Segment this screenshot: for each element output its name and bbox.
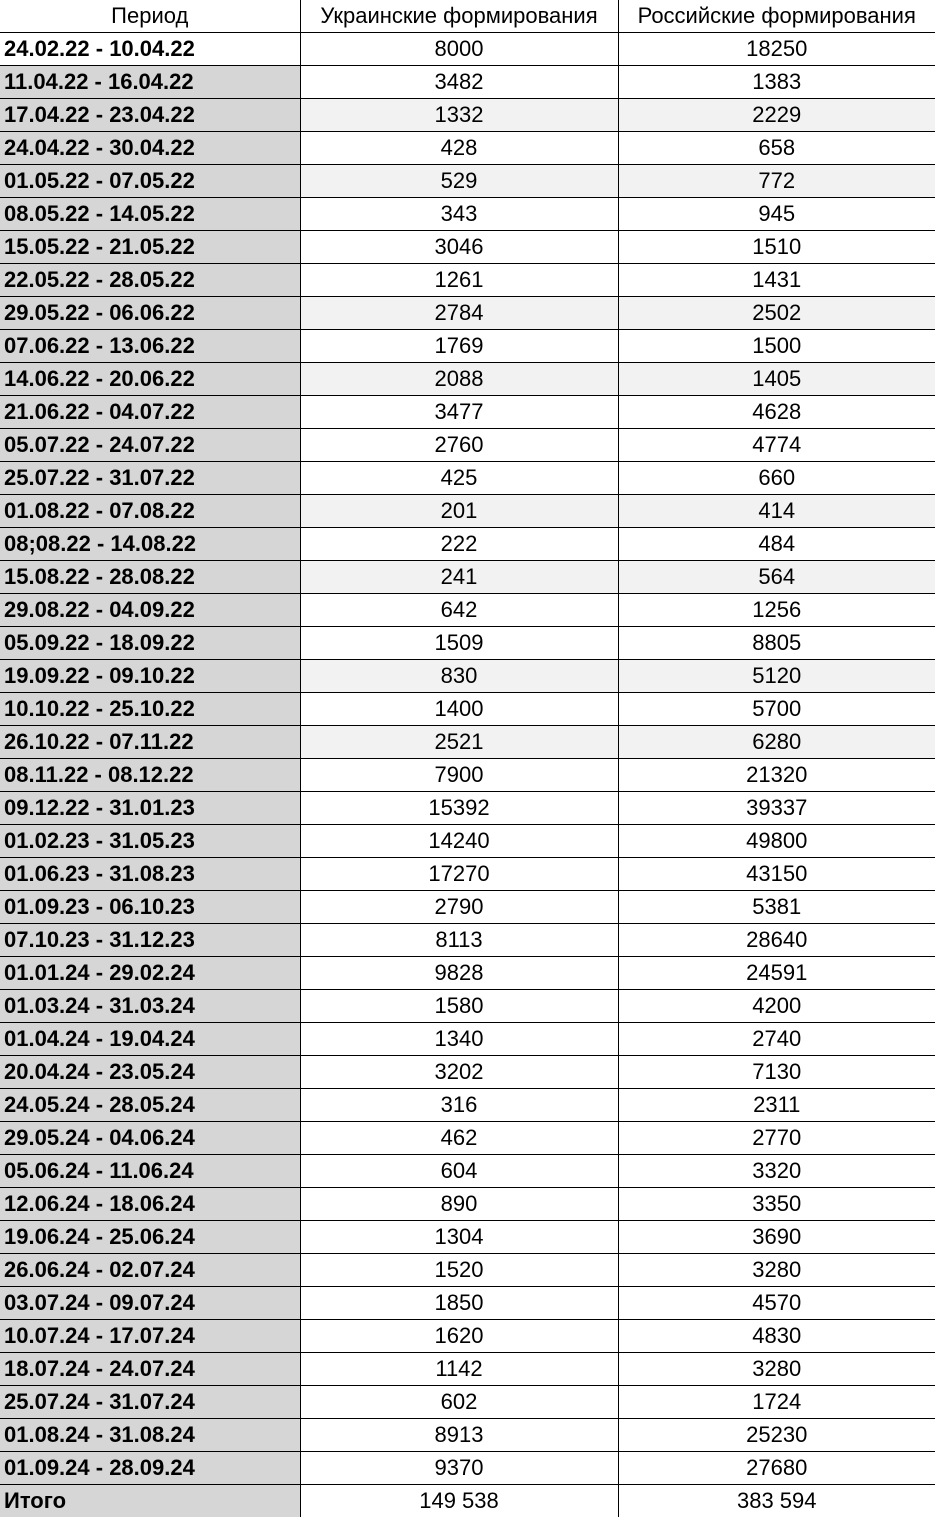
russian-cell[interactable]: 2740 bbox=[618, 1023, 935, 1056]
russian-cell[interactable]: 43150 bbox=[618, 858, 935, 891]
russian-cell[interactable]: 1256 bbox=[618, 594, 935, 627]
table-row bbox=[0, 528, 935, 561]
table-row bbox=[0, 396, 935, 429]
period-cell[interactable]: 17.04.22 - 23.04.22 bbox=[0, 99, 300, 132]
russian-cell[interactable]: 2770 bbox=[618, 1122, 935, 1155]
ukrainian-cell[interactable]: 1580 bbox=[300, 990, 618, 1023]
table-row bbox=[0, 495, 935, 528]
header-row bbox=[0, 0, 935, 33]
ukrainian-cell[interactable]: 1520 bbox=[300, 1254, 618, 1287]
table-row bbox=[0, 198, 935, 231]
table-row bbox=[0, 363, 935, 396]
table-row bbox=[0, 231, 935, 264]
period-cell[interactable]: 01.08.24 - 31.08.24 bbox=[0, 1419, 300, 1452]
total-row bbox=[0, 1485, 935, 1518]
total-russian[interactable]: 383 594 bbox=[618, 1485, 935, 1518]
table-row bbox=[0, 627, 935, 660]
russian-cell[interactable]: 1383 bbox=[618, 66, 935, 99]
period-cell[interactable]: 05.06.24 - 11.06.24 bbox=[0, 1155, 300, 1188]
total-label[interactable]: Итого bbox=[0, 1485, 300, 1518]
table-row bbox=[0, 594, 935, 627]
table-footer bbox=[0, 1485, 935, 1518]
table-row bbox=[0, 1089, 935, 1122]
table-row bbox=[0, 660, 935, 693]
russian-cell[interactable]: 4200 bbox=[618, 990, 935, 1023]
period-cell[interactable]: 15.05.22 - 21.05.22 bbox=[0, 231, 300, 264]
table-row bbox=[0, 462, 935, 495]
table-body bbox=[0, 33, 935, 1485]
ukrainian-cell[interactable]: 222 bbox=[300, 528, 618, 561]
table-row bbox=[0, 792, 935, 825]
period-cell[interactable]: 05.07.22 - 24.07.22 bbox=[0, 429, 300, 462]
ukrainian-cell[interactable]: 201 bbox=[300, 495, 618, 528]
table-row bbox=[0, 1221, 935, 1254]
period-cell[interactable]: 19.09.22 - 09.10.22 bbox=[0, 660, 300, 693]
period-cell[interactable]: 07.10.23 - 31.12.23 bbox=[0, 924, 300, 957]
russian-cell[interactable]: 6280 bbox=[618, 726, 935, 759]
period-cell[interactable]: 08.05.22 - 14.05.22 bbox=[0, 198, 300, 231]
russian-cell[interactable]: 4774 bbox=[618, 429, 935, 462]
period-cell[interactable]: 01.06.23 - 31.08.23 bbox=[0, 858, 300, 891]
russian-cell[interactable]: 5120 bbox=[618, 660, 935, 693]
russian-cell[interactable]: 8805 bbox=[618, 627, 935, 660]
ukrainian-cell[interactable]: 462 bbox=[300, 1122, 618, 1155]
table-row bbox=[0, 1287, 935, 1320]
russian-cell[interactable]: 1510 bbox=[618, 231, 935, 264]
russian-cell[interactable]: 3320 bbox=[618, 1155, 935, 1188]
ukrainian-cell[interactable]: 2088 bbox=[300, 363, 618, 396]
table-row bbox=[0, 1188, 935, 1221]
ukrainian-cell[interactable]: 8000 bbox=[300, 33, 618, 66]
ukrainian-cell[interactable]: 428 bbox=[300, 132, 618, 165]
table-row bbox=[0, 1122, 935, 1155]
table-row bbox=[0, 891, 935, 924]
ukrainian-cell[interactable]: 9370 bbox=[300, 1452, 618, 1485]
ukrainian-cell[interactable]: 17270 bbox=[300, 858, 618, 891]
ukrainian-cell[interactable]: 8113 bbox=[300, 924, 618, 957]
period-cell[interactable]: 22.05.22 - 28.05.22 bbox=[0, 264, 300, 297]
period-cell[interactable]: 10.07.24 - 17.07.24 bbox=[0, 1320, 300, 1353]
ukrainian-cell[interactable]: 3477 bbox=[300, 396, 618, 429]
table-row bbox=[0, 132, 935, 165]
ukrainian-cell[interactable]: 529 bbox=[300, 165, 618, 198]
ukrainian-cell[interactable]: 2760 bbox=[300, 429, 618, 462]
russian-cell[interactable]: 2311 bbox=[618, 1089, 935, 1122]
ukrainian-cell[interactable]: 1142 bbox=[300, 1353, 618, 1386]
ukrainian-cell[interactable]: 241 bbox=[300, 561, 618, 594]
ukrainian-cell[interactable]: 7900 bbox=[300, 759, 618, 792]
table-row bbox=[0, 561, 935, 594]
russian-cell[interactable]: 1431 bbox=[618, 264, 935, 297]
russian-cell[interactable]: 21320 bbox=[618, 759, 935, 792]
ukrainian-cell[interactable]: 8913 bbox=[300, 1419, 618, 1452]
table-row bbox=[0, 330, 935, 363]
table-row bbox=[0, 1023, 935, 1056]
russian-cell[interactable]: 4830 bbox=[618, 1320, 935, 1353]
table-row bbox=[0, 759, 935, 792]
russian-cell[interactable]: 7130 bbox=[618, 1056, 935, 1089]
russian-cell[interactable]: 5700 bbox=[618, 693, 935, 726]
table-row bbox=[0, 165, 935, 198]
russian-cell[interactable]: 3350 bbox=[618, 1188, 935, 1221]
russian-cell[interactable]: 658 bbox=[618, 132, 935, 165]
table-row bbox=[0, 858, 935, 891]
table-row bbox=[0, 66, 935, 99]
ukrainian-cell[interactable]: 9828 bbox=[300, 957, 618, 990]
ukrainian-cell[interactable]: 343 bbox=[300, 198, 618, 231]
ukrainian-cell[interactable]: 830 bbox=[300, 660, 618, 693]
russian-cell[interactable]: 4570 bbox=[618, 1287, 935, 1320]
table-row bbox=[0, 924, 935, 957]
period-cell[interactable]: 08.11.22 - 08.12.22 bbox=[0, 759, 300, 792]
russian-cell[interactable]: 28640 bbox=[618, 924, 935, 957]
period-cell[interactable]: 19.06.24 - 25.06.24 bbox=[0, 1221, 300, 1254]
ukrainian-cell[interactable]: 3482 bbox=[300, 66, 618, 99]
period-cell[interactable]: 29.05.22 - 06.06.22 bbox=[0, 297, 300, 330]
russian-cell[interactable]: 2229 bbox=[618, 99, 935, 132]
period-cell[interactable]: 05.09.22 - 18.09.22 bbox=[0, 627, 300, 660]
table-row bbox=[0, 297, 935, 330]
column-header-period[interactable]: Период bbox=[0, 0, 300, 33]
russian-cell[interactable]: 39337 bbox=[618, 792, 935, 825]
russian-cell[interactable]: 1405 bbox=[618, 363, 935, 396]
ukrainian-cell[interactable]: 2790 bbox=[300, 891, 618, 924]
period-cell[interactable]: 01.09.24 - 28.09.24 bbox=[0, 1452, 300, 1485]
table-row bbox=[0, 1452, 935, 1485]
period-cell[interactable]: 21.06.22 - 04.07.22 bbox=[0, 396, 300, 429]
ukrainian-cell[interactable]: 1850 bbox=[300, 1287, 618, 1320]
period-cell[interactable]: 11.04.22 - 16.04.22 bbox=[0, 66, 300, 99]
russian-cell[interactable]: 49800 bbox=[618, 825, 935, 858]
russian-cell[interactable]: 5381 bbox=[618, 891, 935, 924]
russian-cell[interactable]: 484 bbox=[618, 528, 935, 561]
ukrainian-cell[interactable]: 1304 bbox=[300, 1221, 618, 1254]
period-cell[interactable]: 25.07.24 - 31.07.24 bbox=[0, 1386, 300, 1419]
ukrainian-cell[interactable]: 602 bbox=[300, 1386, 618, 1419]
russian-cell[interactable]: 3280 bbox=[618, 1254, 935, 1287]
ukrainian-cell[interactable]: 604 bbox=[300, 1155, 618, 1188]
period-cell[interactable]: 18.07.24 - 24.07.24 bbox=[0, 1353, 300, 1386]
period-cell[interactable]: 25.07.22 - 31.07.22 bbox=[0, 462, 300, 495]
ukrainian-cell[interactable]: 14240 bbox=[300, 825, 618, 858]
period-cell[interactable]: 08;08.22 - 14.08.22 bbox=[0, 528, 300, 561]
period-cell[interactable]: 24.04.22 - 30.04.22 bbox=[0, 132, 300, 165]
period-cell[interactable]: 15.08.22 - 28.08.22 bbox=[0, 561, 300, 594]
ukrainian-cell[interactable]: 1332 bbox=[300, 99, 618, 132]
period-cell[interactable]: 10.10.22 - 25.10.22 bbox=[0, 693, 300, 726]
table-row bbox=[0, 726, 935, 759]
ukrainian-cell[interactable]: 316 bbox=[300, 1089, 618, 1122]
ukrainian-cell[interactable]: 425 bbox=[300, 462, 618, 495]
russian-cell[interactable]: 4628 bbox=[618, 396, 935, 429]
table-row bbox=[0, 99, 935, 132]
total-ukrainian[interactable]: 149 538 bbox=[300, 1485, 618, 1518]
table-row bbox=[0, 1155, 935, 1188]
table-row bbox=[0, 693, 935, 726]
russian-cell[interactable]: 1724 bbox=[618, 1386, 935, 1419]
period-cell[interactable]: 01.04.24 - 19.04.24 bbox=[0, 1023, 300, 1056]
table-row bbox=[0, 429, 935, 462]
ukrainian-cell[interactable]: 1769 bbox=[300, 330, 618, 363]
table-row bbox=[0, 990, 935, 1023]
russian-cell[interactable]: 564 bbox=[618, 561, 935, 594]
table-row bbox=[0, 264, 935, 297]
period-cell[interactable]: 29.05.24 - 04.06.24 bbox=[0, 1122, 300, 1155]
period-cell[interactable]: 12.06.24 - 18.06.24 bbox=[0, 1188, 300, 1221]
ukrainian-cell[interactable]: 1620 bbox=[300, 1320, 618, 1353]
period-cell[interactable]: 01.02.23 - 31.05.23 bbox=[0, 825, 300, 858]
ukrainian-cell[interactable]: 890 bbox=[300, 1188, 618, 1221]
period-cell[interactable]: 29.08.22 - 04.09.22 bbox=[0, 594, 300, 627]
ukrainian-cell[interactable]: 642 bbox=[300, 594, 618, 627]
column-header-russian[interactable]: Российские формирования bbox=[618, 0, 935, 33]
table-row bbox=[0, 1320, 935, 1353]
period-cell[interactable]: 26.10.22 - 07.11.22 bbox=[0, 726, 300, 759]
table-row bbox=[0, 1254, 935, 1287]
period-cell[interactable]: 09.12.22 - 31.01.23 bbox=[0, 792, 300, 825]
period-cell[interactable]: 03.07.24 - 09.07.24 bbox=[0, 1287, 300, 1320]
period-cell[interactable]: 01.03.24 - 31.03.24 bbox=[0, 990, 300, 1023]
table-row bbox=[0, 33, 935, 66]
period-cell[interactable]: 01.09.23 - 06.10.23 bbox=[0, 891, 300, 924]
ukrainian-cell[interactable]: 15392 bbox=[300, 792, 618, 825]
ukrainian-cell[interactable]: 1400 bbox=[300, 693, 618, 726]
russian-cell[interactable]: 945 bbox=[618, 198, 935, 231]
ukrainian-cell[interactable]: 1509 bbox=[300, 627, 618, 660]
ukrainian-cell[interactable]: 2521 bbox=[300, 726, 618, 759]
table-row bbox=[0, 1353, 935, 1386]
period-cell[interactable]: 07.06.22 - 13.06.22 bbox=[0, 330, 300, 363]
ukrainian-cell[interactable]: 3046 bbox=[300, 231, 618, 264]
table-row bbox=[0, 825, 935, 858]
period-cell[interactable]: 01.05.22 - 07.05.22 bbox=[0, 165, 300, 198]
russian-cell[interactable]: 3280 bbox=[618, 1353, 935, 1386]
table-row bbox=[0, 957, 935, 990]
russian-cell[interactable]: 414 bbox=[618, 495, 935, 528]
russian-cell[interactable]: 772 bbox=[618, 165, 935, 198]
table-row bbox=[0, 1056, 935, 1089]
period-cell[interactable]: 01.01.24 - 29.02.24 bbox=[0, 957, 300, 990]
russian-cell[interactable]: 18250 bbox=[618, 33, 935, 66]
period-cell[interactable]: 14.06.22 - 20.06.22 bbox=[0, 363, 300, 396]
russian-cell[interactable]: 3690 bbox=[618, 1221, 935, 1254]
russian-cell[interactable]: 1500 bbox=[618, 330, 935, 363]
russian-cell[interactable]: 27680 bbox=[618, 1452, 935, 1485]
table-row bbox=[0, 1419, 935, 1452]
period-cell[interactable]: 26.06.24 - 02.07.24 bbox=[0, 1254, 300, 1287]
ukrainian-cell[interactable]: 2784 bbox=[300, 297, 618, 330]
ukrainian-cell[interactable]: 1261 bbox=[300, 264, 618, 297]
ukrainian-cell[interactable]: 1340 bbox=[300, 1023, 618, 1056]
russian-cell[interactable]: 25230 bbox=[618, 1419, 935, 1452]
russian-cell[interactable]: 24591 bbox=[618, 957, 935, 990]
period-cell[interactable]: 24.02.22 - 10.04.22 bbox=[0, 33, 300, 66]
russian-cell[interactable]: 2502 bbox=[618, 297, 935, 330]
russian-cell[interactable]: 660 bbox=[618, 462, 935, 495]
column-header-ukrainian[interactable]: Украинские формирования bbox=[300, 0, 618, 33]
ukrainian-cell[interactable]: 3202 bbox=[300, 1056, 618, 1089]
table-header bbox=[0, 0, 935, 33]
period-cell[interactable]: 01.08.22 - 07.08.22 bbox=[0, 495, 300, 528]
period-cell[interactable]: 20.04.24 - 23.05.24 bbox=[0, 1056, 300, 1089]
period-cell[interactable]: 24.05.24 - 28.05.24 bbox=[0, 1089, 300, 1122]
table-row bbox=[0, 1386, 935, 1419]
